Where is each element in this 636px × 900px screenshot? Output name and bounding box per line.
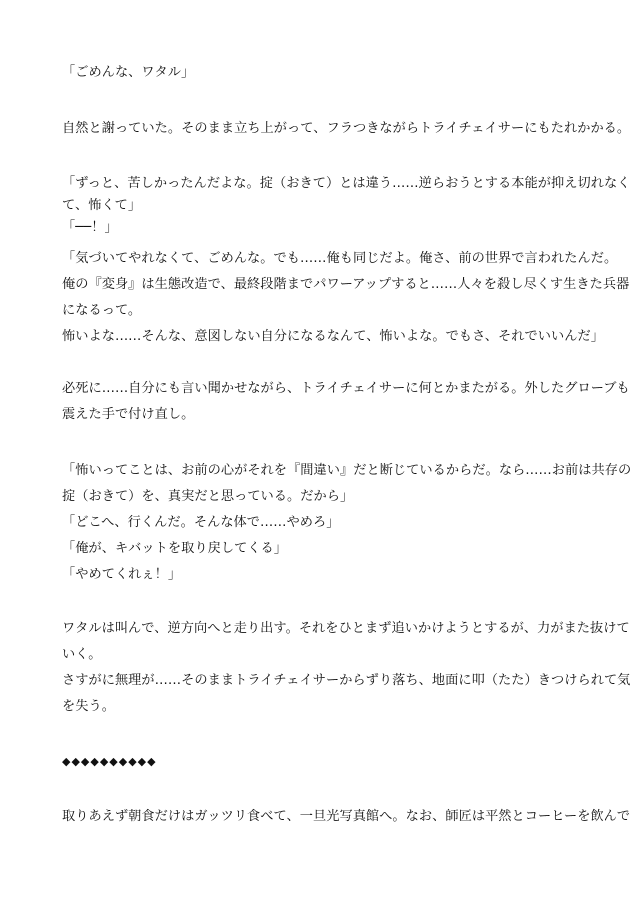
text-line: 俺の『変身』は生態改造で、最終段階までパワーアップすると……人々を殺し尽くす生きた兵器 <box>62 277 630 292</box>
text-line: 取りあえず朝食だけはガッツリ食べて、一旦光写真館へ。なお、師匠は平然とコーヒーを飲んで <box>62 809 631 824</box>
text-line: ワタルは叫んで、逆方向へと走り出す。それをひとまず追いかけようとするが、力がまた抜けて <box>62 621 630 636</box>
text-line: になるって。 <box>62 303 142 318</box>
text-line: 「ずっと、苦しかったんだよな。掟（おきて）とは違う……逆らおうとする本能が抑え切れなく <box>62 176 631 191</box>
text-line: 「やめてくれぇ！」 <box>62 567 182 582</box>
text-line: を失う。 <box>62 699 115 714</box>
text-line: て、怖くて」 <box>62 198 142 213</box>
text-line: 「──！」 <box>62 220 118 235</box>
text-line: 必死に……自分にも言い聞かせながら、トライチェイサーに何とかまたがる。外したグローブも <box>62 381 630 396</box>
text-line: さすがに無理が……そのままトライチェイサーからずり落ち、地面に叩（たた）きつけられて気 <box>62 673 631 688</box>
text-line: 自然と謝っていた。そのまま立ち上がって、フラつきながらトライチェイサーにもたれかかる。 <box>62 121 631 136</box>
text-line: 「怖いってことは、お前の心がそれを『間違い』だと断じているからだ。なら……お前は共存の <box>62 463 632 478</box>
section-separator: ◆◆◆◆◆◆◆◆◆◆ <box>62 755 157 768</box>
text-line: 「俺が、キバットを取り戻してくる」 <box>62 541 288 556</box>
text-line: いく。 <box>62 647 102 662</box>
text-line: 「ごめんな、ワタル」 <box>62 65 195 80</box>
text-line: 怖いよな……そんな、意図しない自分になるなんて、怖いよな。でもさ、それでいいんだ」 <box>62 329 604 344</box>
text-line: 「気づいてやれなくて、ごめんな。でも……俺も同じだよ。俺さ、前の世界で言われたんだ。 <box>62 251 618 266</box>
text-line: 「どこへ、行くんだ。そんな体で……やめろ」 <box>62 515 340 530</box>
text-line: 掟（おきて）を、真実だと思っている。だから」 <box>62 489 354 504</box>
text-line: 震えた手で付け直し。 <box>62 407 195 422</box>
